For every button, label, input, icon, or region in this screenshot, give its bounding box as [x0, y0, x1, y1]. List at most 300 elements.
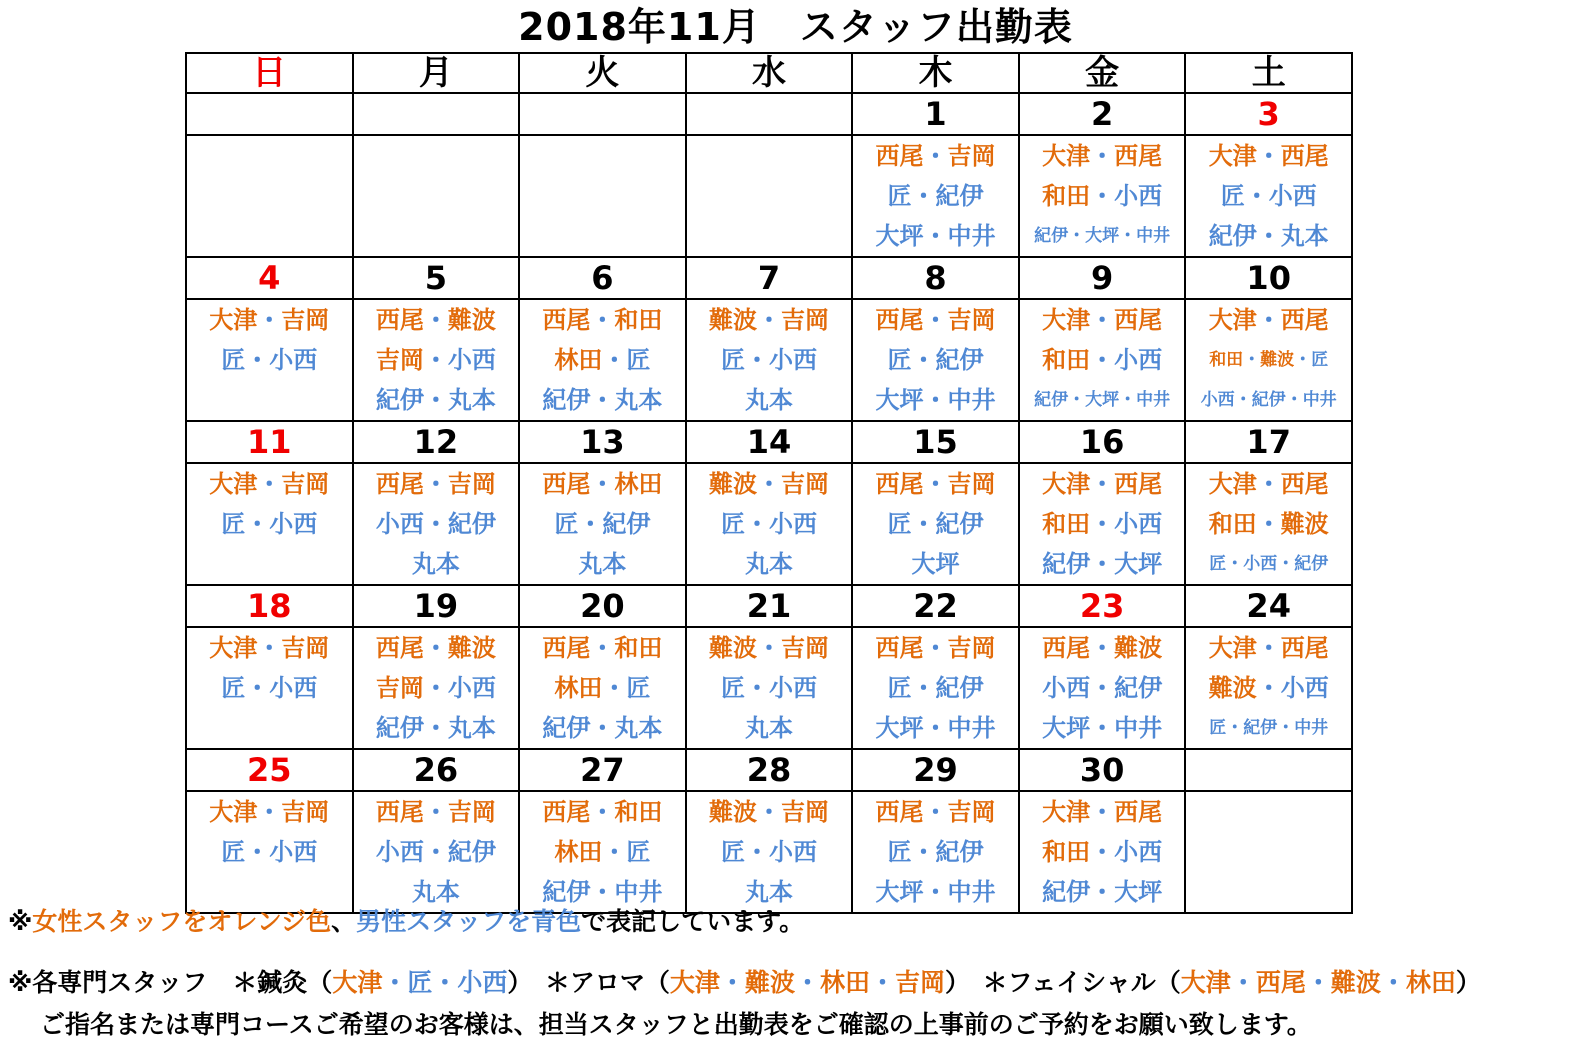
- staff-cell: [852, 463, 1019, 585]
- staff-name: 大津: [209, 798, 258, 826]
- staff-calendar: [185, 52, 1353, 914]
- staff-name: 吉岡: [447, 470, 496, 498]
- staff-name: 西尾: [542, 470, 591, 498]
- date-number: 9: [1019, 257, 1186, 299]
- separator-dot: ・: [1230, 968, 1256, 997]
- separator-dot: ・: [590, 386, 615, 414]
- staff-line: [354, 708, 519, 748]
- staff-cell: [519, 627, 686, 749]
- date-number: [519, 93, 686, 135]
- staff-cell: [686, 627, 853, 749]
- staff-name: 中井: [1136, 226, 1171, 246]
- separator-dot: ・: [1256, 222, 1281, 250]
- weekday-header: 木: [852, 53, 1019, 93]
- staff-name: 紀伊: [542, 714, 591, 742]
- staff-name: 小西: [375, 510, 424, 538]
- staff-name: 小西: [1114, 346, 1163, 374]
- staff-name: 匠: [626, 674, 651, 702]
- staff-name: 中井: [947, 222, 996, 250]
- staff-line: [1186, 708, 1351, 748]
- staff-name: 紀伊: [375, 386, 424, 414]
- staff-name: 小西: [447, 346, 496, 374]
- staff-cell: [1019, 463, 1186, 585]
- staff-line: [187, 792, 352, 832]
- date-number: [186, 93, 353, 135]
- staff-cell: [186, 791, 353, 913]
- staff-cell: [353, 627, 520, 749]
- separator-dot: ・: [1256, 634, 1281, 662]
- staff-name: 大津: [209, 634, 258, 662]
- separator-dot: ・: [1294, 350, 1312, 370]
- staff-name: 匠: [887, 182, 912, 210]
- date-row: [186, 421, 1352, 463]
- separator-dot: ・: [1256, 674, 1281, 702]
- staff-name: 丸本: [744, 714, 793, 742]
- staff-line: [853, 216, 1018, 256]
- staff-name: 紀伊: [1251, 390, 1286, 410]
- separator-dot: ・: [911, 510, 936, 538]
- staff-name: 匠: [221, 510, 246, 538]
- aroma-label: ） ＊アロマ（: [507, 968, 670, 997]
- staff-cell: [186, 627, 353, 749]
- separator-dot: ・: [911, 182, 936, 210]
- staff-row: [186, 627, 1352, 749]
- separator-dot: ・: [423, 838, 448, 866]
- date-number: 3: [1185, 93, 1352, 135]
- separator-dot: ・: [1090, 798, 1115, 826]
- staff-cell: [1185, 135, 1352, 257]
- separator-dot: ・: [1226, 718, 1244, 738]
- separator-dot: ・: [590, 798, 615, 826]
- staff-name: 匠: [887, 674, 912, 702]
- separator-dot: ・: [257, 798, 282, 826]
- staff-name: 匠: [720, 838, 745, 866]
- weekday-header: 火: [519, 53, 686, 93]
- staff-line: [687, 340, 852, 380]
- staff-line: [687, 708, 852, 748]
- weekday-header-row: [186, 53, 1352, 93]
- weekday-header: 土: [1185, 53, 1352, 93]
- staff-line: [520, 792, 685, 832]
- date-number: 13: [519, 421, 686, 463]
- staff-line: [354, 832, 519, 872]
- separator-dot: ・: [923, 306, 948, 334]
- separator-dot: ・: [1090, 182, 1115, 210]
- separator-dot: ・: [1090, 510, 1115, 538]
- staff-line: [853, 380, 1018, 420]
- staff-name: 大津: [209, 306, 258, 334]
- staff-name: 紀伊: [1034, 226, 1069, 246]
- separator-dot: ・: [1090, 306, 1115, 334]
- staff-line: [187, 464, 352, 504]
- separator-dot: ・: [590, 306, 615, 334]
- separator-dot: ・: [923, 878, 948, 906]
- staff-name: 西尾: [875, 798, 924, 826]
- separator-dot: ・: [1256, 142, 1281, 170]
- staff-name: 吉岡: [947, 142, 996, 170]
- staff-name: 西尾: [1280, 470, 1329, 498]
- separator-dot: ・: [1090, 674, 1115, 702]
- staff-line: [187, 300, 352, 340]
- staff-name: 林田: [554, 838, 603, 866]
- separator-dot: ・: [744, 346, 769, 374]
- separator-dot: ・: [1380, 968, 1406, 997]
- staff-name: 匠: [720, 510, 745, 538]
- staff-name: 紀伊: [542, 386, 591, 414]
- staff-line: [1020, 216, 1185, 256]
- legend-rest: で表記しています。: [581, 907, 805, 936]
- staff-cell: [852, 135, 1019, 257]
- separator-dot: ・: [245, 838, 270, 866]
- staff-name: 小西: [1114, 510, 1163, 538]
- separator-dot: ・: [423, 634, 448, 662]
- staff-line: [687, 792, 852, 832]
- staff-line: [1186, 216, 1351, 256]
- specialist-prefix: ※各専門スタッフ ＊鍼灸（: [8, 968, 333, 997]
- staff-name: 吉岡: [281, 306, 330, 334]
- date-number: 28: [686, 749, 853, 791]
- separator-dot: ・: [756, 306, 781, 334]
- staff-name: 吉岡: [947, 470, 996, 498]
- separator-dot: ・: [744, 674, 769, 702]
- staff-name: 林田: [819, 968, 870, 997]
- separator-dot: ・: [257, 470, 282, 498]
- staff-name: 中井: [947, 714, 996, 742]
- staff-name: 匠: [1311, 350, 1329, 370]
- staff-name: 中井: [947, 878, 996, 906]
- staff-name: 紀伊: [542, 878, 591, 906]
- staff-name: 丸本: [411, 878, 460, 906]
- date-number: 23: [1019, 585, 1186, 627]
- separator-dot: ・: [756, 470, 781, 498]
- staff-name: 大坪: [1042, 714, 1091, 742]
- staff-line: [520, 668, 685, 708]
- staff-line: [853, 668, 1018, 708]
- separator-dot: ・: [382, 968, 408, 997]
- specialist-note: [8, 967, 1481, 999]
- date-number: 11: [186, 421, 353, 463]
- separator-dot: ・: [423, 714, 448, 742]
- staff-name: 小西: [457, 968, 508, 997]
- staff-name: 大坪: [1114, 550, 1163, 578]
- staff-name: 難波: [1280, 510, 1329, 538]
- date-number: 16: [1019, 421, 1186, 463]
- separator-dot: ・: [923, 386, 948, 414]
- staff-line: [687, 300, 852, 340]
- separator-dot: ・: [423, 470, 448, 498]
- staff-name: 西尾: [375, 798, 424, 826]
- separator-dot: ・: [590, 470, 615, 498]
- staff-line: [520, 340, 685, 380]
- staff-line: [1020, 504, 1185, 544]
- staff-line: [520, 504, 685, 544]
- staff-line: [1020, 176, 1185, 216]
- staff-cell: [686, 299, 853, 421]
- staff-line: [1186, 464, 1351, 504]
- date-number: 2: [1019, 93, 1186, 135]
- staff-name: 西尾: [875, 634, 924, 662]
- separator-dot: ・: [602, 838, 627, 866]
- staff-line: [853, 176, 1018, 216]
- staff-name: 匠: [407, 968, 433, 997]
- staff-line: [687, 544, 852, 584]
- staff-name: 紀伊: [1034, 390, 1069, 410]
- staff-name: 中井: [1294, 718, 1329, 738]
- staff-line: [1186, 628, 1351, 668]
- staff-name: 丸本: [614, 714, 663, 742]
- staff-line: [687, 504, 852, 544]
- staff-line: [1186, 668, 1351, 708]
- separator-dot: ・: [1256, 306, 1281, 334]
- staff-name: 大津: [1042, 798, 1091, 826]
- staff-name: 匠: [1209, 718, 1227, 738]
- separator-dot: ・: [1277, 554, 1295, 574]
- separator-dot: ・: [1090, 714, 1115, 742]
- staff-line: [520, 628, 685, 668]
- staff-line: [1020, 832, 1185, 872]
- staff-cell: [519, 135, 686, 257]
- separator-dot: ・: [744, 838, 769, 866]
- separator-dot: ・: [423, 386, 448, 414]
- staff-line: [520, 544, 685, 584]
- staff-name: 大津: [669, 968, 720, 997]
- legend-sep: 、: [331, 907, 357, 936]
- staff-name: 難波: [1208, 674, 1257, 702]
- staff-name: 吉岡: [281, 798, 330, 826]
- staff-name: 紀伊: [1042, 550, 1091, 578]
- staff-name: 中井: [947, 386, 996, 414]
- staff-name: 匠: [887, 838, 912, 866]
- staff-name: 大津: [1042, 306, 1091, 334]
- staff-name: 西尾: [375, 470, 424, 498]
- staff-cell: [686, 135, 853, 257]
- staff-line: [187, 832, 352, 872]
- staff-cell: [1185, 627, 1352, 749]
- date-number: 5: [353, 257, 520, 299]
- date-number: 17: [1185, 421, 1352, 463]
- staff-name: 和田: [1209, 350, 1244, 370]
- staff-name: 大坪: [1085, 390, 1120, 410]
- staff-name: 丸本: [411, 550, 460, 578]
- separator-dot: ・: [423, 798, 448, 826]
- staff-name: 西尾: [375, 306, 424, 334]
- staff-name: 西尾: [542, 798, 591, 826]
- staff-name: 紀伊: [935, 346, 984, 374]
- staff-name: 難波: [1260, 350, 1295, 370]
- separator-dot: ・: [432, 968, 458, 997]
- staff-name: 小西: [768, 346, 817, 374]
- staff-line: [1186, 136, 1351, 176]
- separator-dot: ・: [423, 346, 448, 374]
- staff-name: 匠: [720, 346, 745, 374]
- staff-cell: [1019, 627, 1186, 749]
- separator-dot: ・: [911, 674, 936, 702]
- staff-name: 難波: [708, 470, 757, 498]
- separator-dot: ・: [423, 306, 448, 334]
- staff-line: [520, 708, 685, 748]
- separator-dot: ・: [1285, 390, 1303, 410]
- staff-name: 和田: [614, 634, 663, 662]
- date-row: [186, 257, 1352, 299]
- staff-name: 匠: [626, 346, 651, 374]
- separator-dot: ・: [423, 510, 448, 538]
- reservation-note: ご指名または専門コースご希望のお客様は、担当スタッフと出勤表をご確認の上事前のご予約をお願い致します。: [40, 1010, 1312, 1039]
- staff-cell: [186, 135, 353, 257]
- staff-name: 小西: [768, 838, 817, 866]
- weekday-header: 水: [686, 53, 853, 93]
- staff-cell: [1019, 135, 1186, 257]
- date-number: 21: [686, 585, 853, 627]
- staff-name: 吉岡: [780, 634, 829, 662]
- staff-line: [1186, 176, 1351, 216]
- staff-line: [853, 464, 1018, 504]
- staff-name: 丸本: [447, 714, 496, 742]
- separator-dot: ・: [923, 142, 948, 170]
- staff-name: 紀伊: [935, 510, 984, 538]
- date-number: 20: [519, 585, 686, 627]
- staff-line: [687, 628, 852, 668]
- separator-dot: ・: [1119, 226, 1137, 246]
- staff-line: [1186, 380, 1351, 420]
- staff-name: 大津: [1042, 470, 1091, 498]
- separator-dot: ・: [245, 510, 270, 538]
- separator-dot: ・: [602, 674, 627, 702]
- staff-name: 匠: [887, 346, 912, 374]
- separator-dot: ・: [719, 968, 745, 997]
- page-title: 2018年11月 スタッフ出勤表: [518, 5, 1073, 49]
- separator-dot: ・: [756, 798, 781, 826]
- staff-name: 匠: [221, 838, 246, 866]
- date-number: 10: [1185, 257, 1352, 299]
- staff-name: 西尾: [875, 142, 924, 170]
- staff-name: 大坪: [875, 222, 924, 250]
- staff-name: 紀伊: [935, 674, 984, 702]
- staff-name: 中井: [614, 878, 663, 906]
- staff-name: 西尾: [542, 306, 591, 334]
- staff-name: 丸本: [1280, 222, 1329, 250]
- date-number: 8: [852, 257, 1019, 299]
- separator-dot: ・: [1226, 554, 1244, 574]
- staff-line: [520, 380, 685, 420]
- staff-name: 大津: [1042, 142, 1091, 170]
- staff-name: 吉岡: [895, 968, 946, 997]
- staff-line: [1020, 300, 1185, 340]
- staff-name: 難波: [708, 634, 757, 662]
- staff-line: [687, 832, 852, 872]
- date-number: 27: [519, 749, 686, 791]
- staff-cell: [1185, 791, 1352, 913]
- staff-name: 大坪: [875, 386, 924, 414]
- staff-name: 匠: [887, 510, 912, 538]
- weekday-header: 金: [1019, 53, 1186, 93]
- staff-name: 吉岡: [947, 798, 996, 826]
- staff-line: [354, 792, 519, 832]
- staff-name: 大坪: [1085, 226, 1120, 246]
- separator-dot: ・: [1243, 350, 1261, 370]
- staff-name: 難波: [447, 634, 496, 662]
- separator-dot: ・: [869, 968, 895, 997]
- staff-name: 吉岡: [447, 798, 496, 826]
- separator-dot: ・: [602, 346, 627, 374]
- separator-dot: ・: [1244, 182, 1269, 210]
- legend-note: [8, 906, 804, 938]
- staff-name: 大津: [1208, 306, 1257, 334]
- staff-name: 紀伊: [602, 510, 651, 538]
- staff-line: [687, 668, 852, 708]
- date-number: [353, 93, 520, 135]
- staff-cell: [519, 299, 686, 421]
- staff-name: 大津: [1208, 142, 1257, 170]
- staff-name: 西尾: [875, 306, 924, 334]
- staff-line: [354, 628, 519, 668]
- staff-name: 大津: [332, 968, 383, 997]
- separator-dot: ・: [923, 470, 948, 498]
- staff-name: 難波: [1330, 968, 1381, 997]
- staff-cell: [852, 627, 1019, 749]
- staff-name: 丸本: [614, 386, 663, 414]
- staff-line: [687, 464, 852, 504]
- staff-name: 紀伊: [1243, 718, 1278, 738]
- separator-dot: ・: [923, 222, 948, 250]
- staff-line: [687, 380, 852, 420]
- staff-name: 林田: [1405, 968, 1456, 997]
- staff-line: [853, 340, 1018, 380]
- date-number: 26: [353, 749, 520, 791]
- staff-cell: [519, 463, 686, 585]
- separator-dot: ・: [590, 878, 615, 906]
- staff-cell: [686, 791, 853, 913]
- staff-name: 紀伊: [1042, 878, 1091, 906]
- staff-name: 吉岡: [947, 634, 996, 662]
- staff-line: [1020, 340, 1185, 380]
- separator-dot: ・: [923, 714, 948, 742]
- separator-dot: ・: [1090, 550, 1115, 578]
- staff-name: 西尾: [542, 634, 591, 662]
- staff-line: [1020, 136, 1185, 176]
- staff-name: 吉岡: [375, 674, 424, 702]
- staff-name: 難波: [447, 306, 496, 334]
- staff-name: 丸本: [744, 878, 793, 906]
- staff-row: [186, 299, 1352, 421]
- staff-name: 吉岡: [780, 798, 829, 826]
- staff-line: [1186, 300, 1351, 340]
- staff-line: [853, 504, 1018, 544]
- staff-line: [354, 544, 519, 584]
- date-number: 29: [852, 749, 1019, 791]
- staff-name: 大坪: [1114, 878, 1163, 906]
- staff-line: [187, 340, 352, 380]
- staff-name: 紀伊: [1208, 222, 1257, 250]
- staff-name: 西尾: [1042, 634, 1091, 662]
- staff-line: [1020, 628, 1185, 668]
- staff-name: 難波: [708, 798, 757, 826]
- date-row: [186, 749, 1352, 791]
- separator-dot: ・: [590, 714, 615, 742]
- staff-row: [186, 463, 1352, 585]
- staff-name: 林田: [614, 470, 663, 498]
- staff-name: 小西: [768, 510, 817, 538]
- staff-line: [520, 832, 685, 872]
- date-number: 30: [1019, 749, 1186, 791]
- staff-name: 難波: [744, 968, 795, 997]
- staff-cell: [1019, 299, 1186, 421]
- separator-dot: ・: [911, 346, 936, 374]
- specialist-suffix: ）: [1455, 968, 1481, 997]
- staff-line: [853, 544, 1018, 584]
- staff-name: 大坪: [875, 878, 924, 906]
- staff-name: 小西: [269, 674, 318, 702]
- staff-name: 難波: [1114, 634, 1163, 662]
